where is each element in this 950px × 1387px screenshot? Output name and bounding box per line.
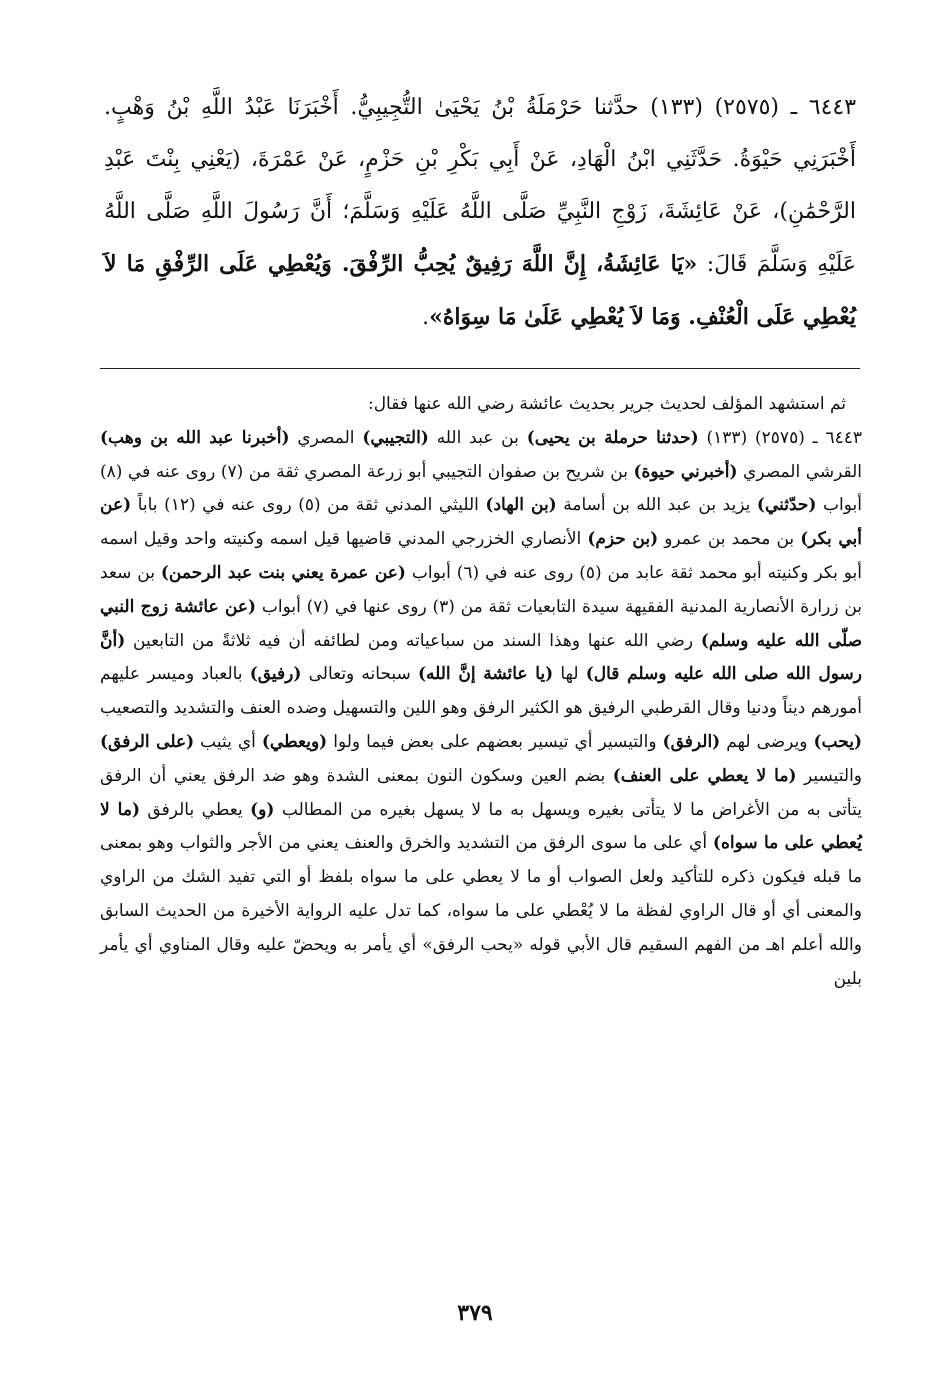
commentary-text: أي يثيب bbox=[194, 731, 262, 752]
commentary-text: يزيد بن عبد الله بن أسامة bbox=[556, 495, 757, 516]
commentary-text: بن سعد بن زرارة الأنصارية المدنية الفقيهة سيدة التابعيات ثقة من (٣) روى عنها في (٧) أبواب bbox=[100, 562, 862, 617]
commentary-text: أي على ما سوى الرفق من التشديد والخرق والعنف يعني من الأجر والثواب وهو بمعنى ما قبله فيكون ذكره للتأكيد ولعل الصواب أو ما لا يعطي على ما سواه بلفظ أو التي تفيد الشك من الراوي والمعنى أي أو قال الراوي لفظة ما لا يُعْطي على ما سواه، كما تدل عليه الرواية الأخيرة من الحديث السابق والله أعلم اهـ من الفهم السقيم قال الأبي قوله «يحب الرفق» أي يأمر به ويحضّ عليه وقال المناوي أي يأمر بلين bbox=[100, 833, 862, 989]
quoted-text: (حدّثني) bbox=[756, 495, 817, 516]
commentary-text: لها bbox=[553, 664, 586, 685]
commentary-intro: ثم استشهد المؤلف لحديث جرير بحديث عائشة رضي الله عنها فقال: bbox=[367, 394, 846, 414]
quoted-text: (عن عائشة زوج النبي صلّى الله عليه وسلم) bbox=[100, 596, 863, 651]
commentary-text: ويرضى لهم bbox=[720, 731, 814, 752]
quoted-text: (بن الهاد) bbox=[485, 495, 557, 516]
commentary-text: سبحانه وتعالى bbox=[301, 664, 418, 685]
quoted-text: (أخبرنا عبد الله بن وهب) bbox=[100, 427, 290, 448]
quoted-text: (أخبرني حيوة) bbox=[633, 461, 738, 482]
quoted-text: (ما لا يُعطي على ما سواه) bbox=[100, 799, 862, 854]
commentary-text: المصري bbox=[289, 427, 363, 448]
quoted-text: (بن حزم) bbox=[587, 529, 659, 550]
quoted-text: (الرفق) bbox=[662, 731, 721, 752]
commentary-text: بضم العين وسكون النون بمعنى الشدة وهو ضد الرفق يعني أن الرفق يتأتى به من الأغراض ما لا يتأتى بغيره ويسهل به ما لا يسهل بغيره من المطالب bbox=[100, 765, 862, 820]
quoted-text: (التجيبي) bbox=[362, 427, 429, 448]
commentary-body bbox=[100, 422, 862, 997]
commentary-text: ٦٤٤٣ ـ (٢٥٧٥) (١٣٣) bbox=[698, 427, 863, 448]
commentary-text: بن عبد الله bbox=[428, 427, 527, 448]
commentary bbox=[100, 388, 862, 996]
commentary-text: والتيسير أي تيسير بعضهم على بعض فيما ولوا bbox=[327, 731, 663, 752]
commentary-text: الليثي المدني ثقة من (٥) روى عنه في (١٢) باباً bbox=[131, 495, 486, 516]
quoted-text: (و) bbox=[250, 799, 275, 820]
quoted-text: (عن أبي بكر) bbox=[100, 495, 862, 550]
hadith-chain: ٦٤٤٣ ـ (٢٥٧٥) (١٣٣) حدَّثنا حَرْمَلَةُ بْنُ يَحْيَىٰ التُّجِيبِيُّ. أَخْبَرَنَا عَبْدُ اللَّهِ بْنُ وَهْبٍ. أَخْبَرَنِي حَيْوَةُ. حَدَّثَنِي ابْنُ الْهَادِ، عَنْ أَبِي بَكْرِ بْنِ حَزْمٍ، عَنْ عَمْرَةَ، (يَعْنِي بِنْتَ عَبْدِ الرَّحْمَٰنِ)، عَنْ عَائِشَةَ، زَوْجِ النَّبِيِّ صَلَّى اللَّهُ عَلَيْهِ وَسَلَّمَ؛ أَنَّ رَسُولَ اللَّهِ صَلَّى اللَّهُ عَلَيْهِ وَسَلَّمَ قَالَ: bbox=[104, 95, 857, 277]
commentary-text: بن شريح بن صفوان التجيبي أبو زرعة المصري ثقة من (٧) روى عنه في (٨) أبواب bbox=[100, 461, 862, 516]
quoted-text: (على الرفق) bbox=[100, 731, 195, 752]
quoted-text: (حدثنا حرملة بن يحيى) bbox=[526, 427, 699, 448]
commentary-text: يعطي بالرفق bbox=[139, 799, 251, 820]
hadith-matn: «يَا عَائِشَةُ، إِنَّ اللَّهَ رَفِيقٌ يُحِبُّ الرِّفْقَ. وَيُعْطِي عَلَى الرِّفْقِ مَا لاَ يُعْطِي عَلَى الْعُنْفِ. وَمَا لاَ يُعْطِي عَلَىٰ مَا سِوَاهُ» bbox=[104, 251, 856, 330]
quoted-text: (يحب) bbox=[813, 731, 862, 752]
hadith-text bbox=[104, 82, 856, 344]
quoted-text: (ويعطي) bbox=[261, 731, 328, 752]
page-number: ٣٧٩ bbox=[457, 1300, 493, 1326]
commentary-text: القرشي المصري bbox=[737, 461, 862, 482]
hadith-end: . bbox=[422, 305, 430, 330]
quoted-text: (أنَّ رسول الله صلى الله عليه وسلم قال) bbox=[100, 630, 862, 685]
hadith-paragraph bbox=[104, 82, 856, 344]
commentary-text: بن محمد بن عمرو bbox=[658, 529, 801, 550]
commentary-text: بالعباد وميسر عليهم أمورهم ديناً ودنيا وقال القرطبي الرفيق هو الكثير الرفق وهو اللين والتسهيل وضده العنف والتشديد والتصعيب bbox=[100, 664, 862, 719]
footnote-divider bbox=[100, 368, 860, 369]
commentary-text: رضي الله عنها وهذا السند من سباعياته ومن لطائفه أن فيه ثلاثةً من التابعين bbox=[125, 630, 701, 651]
commentary-text: الأنصاري الخزرجي المدني قاضيها قيل اسمه وكنيته واحد وقيل اسمه أبو بكر وكنيته أبو محمد ثقة عابد من (٥) روى عنه في (٦) أبواب bbox=[100, 529, 862, 583]
commentary-text: والتيسير bbox=[796, 765, 863, 786]
quoted-text: (ما لا يعطي على العنف) bbox=[612, 765, 797, 786]
quoted-text: (رفيق) bbox=[249, 664, 302, 685]
quoted-text: (يا عائشة إنَّ الله) bbox=[417, 664, 554, 685]
quoted-text: (عن عمرة يعني بنت عبد الرحمن) bbox=[160, 562, 406, 583]
